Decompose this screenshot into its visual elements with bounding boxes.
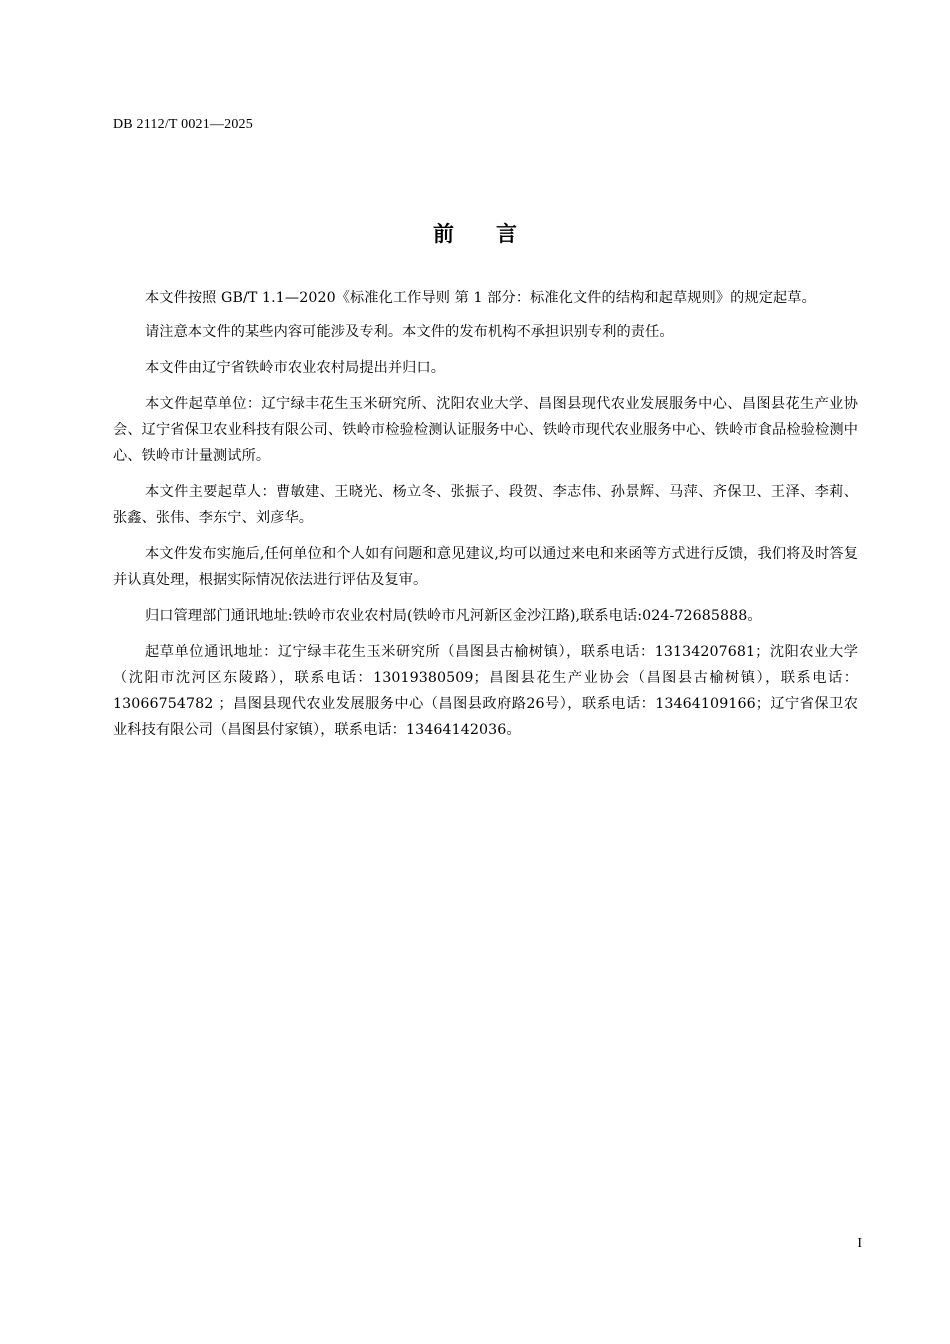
- paragraph-feedback: 本文件发布实施后,任何单位和个人如有问题和意见建议,均可以通过来电和来函等方式进行反馈，我们将及时答复并认真处理，根据实际情况依法进行评估及复审。: [113, 546, 858, 588]
- paragraph-drafting-units: 本文件起草单位：辽宁绿丰花生玉米研究所、沈阳农业大学、昌图县现代农业发展服务中心、昌图县花生产业协会、辽宁省保卫农业科技有限公司、铁岭市检验检测认证服务中心、铁岭市现代农业服务中心、铁岭市食品检验检测中心、铁岭市计量测试所。: [113, 396, 858, 464]
- paragraph-drafting-rules: 本文件按照 GB/T 1.1—2020《标准化工作导则 第 1 部分：标准化文件的结构和起草规则》的规定起草。: [145, 290, 816, 306]
- page-number: I: [857, 1236, 862, 1251]
- title-char-2: 言: [496, 221, 517, 246]
- paragraph-drafting-addresses: 起草单位通讯地址：辽宁绿丰花生玉米研究所（昌图县古榆树镇），联系电话：13134207681；沈阳农业大学（沈阳市沈河区东陵路），联系电话：13019380509；昌图县花生产业协会（昌图县古榆树镇），联系电话：13066754782 ；昌图县现代农业发展服务中心（昌图县政府路26号），联系电话：13464109166；辽宁省保卫农业科技有限公司（昌图县付家镇），联系电话：13464142036。: [113, 644, 858, 738]
- paragraph-management-address: 归口管理部门通讯地址:铁岭市农业农村局(铁岭市凡河新区金沙江路),联系电话:024-72685888。: [145, 608, 762, 624]
- section-title: [0, 218, 950, 248]
- paragraph-proposer: 本文件由辽宁省铁岭市农业农村局提出并归口。: [145, 360, 446, 376]
- paragraph-patent-notice: 请注意本文件的某些内容可能涉及专利。本文件的发布机构不承担识别专利的责任。: [145, 324, 674, 340]
- paragraph-main-drafters: 本文件主要起草人：曹敏建、王晓光、杨立冬、张振子、段贺、李志伟、孙景辉、马萍、齐保卫、王泽、李莉、张鑫、张伟、李东宁、刘彦华。: [113, 484, 858, 526]
- document-code: DB 2112/T 0021—2025: [113, 117, 253, 132]
- title-char-1: 前: [433, 221, 454, 246]
- foreword-body: [113, 285, 858, 753]
